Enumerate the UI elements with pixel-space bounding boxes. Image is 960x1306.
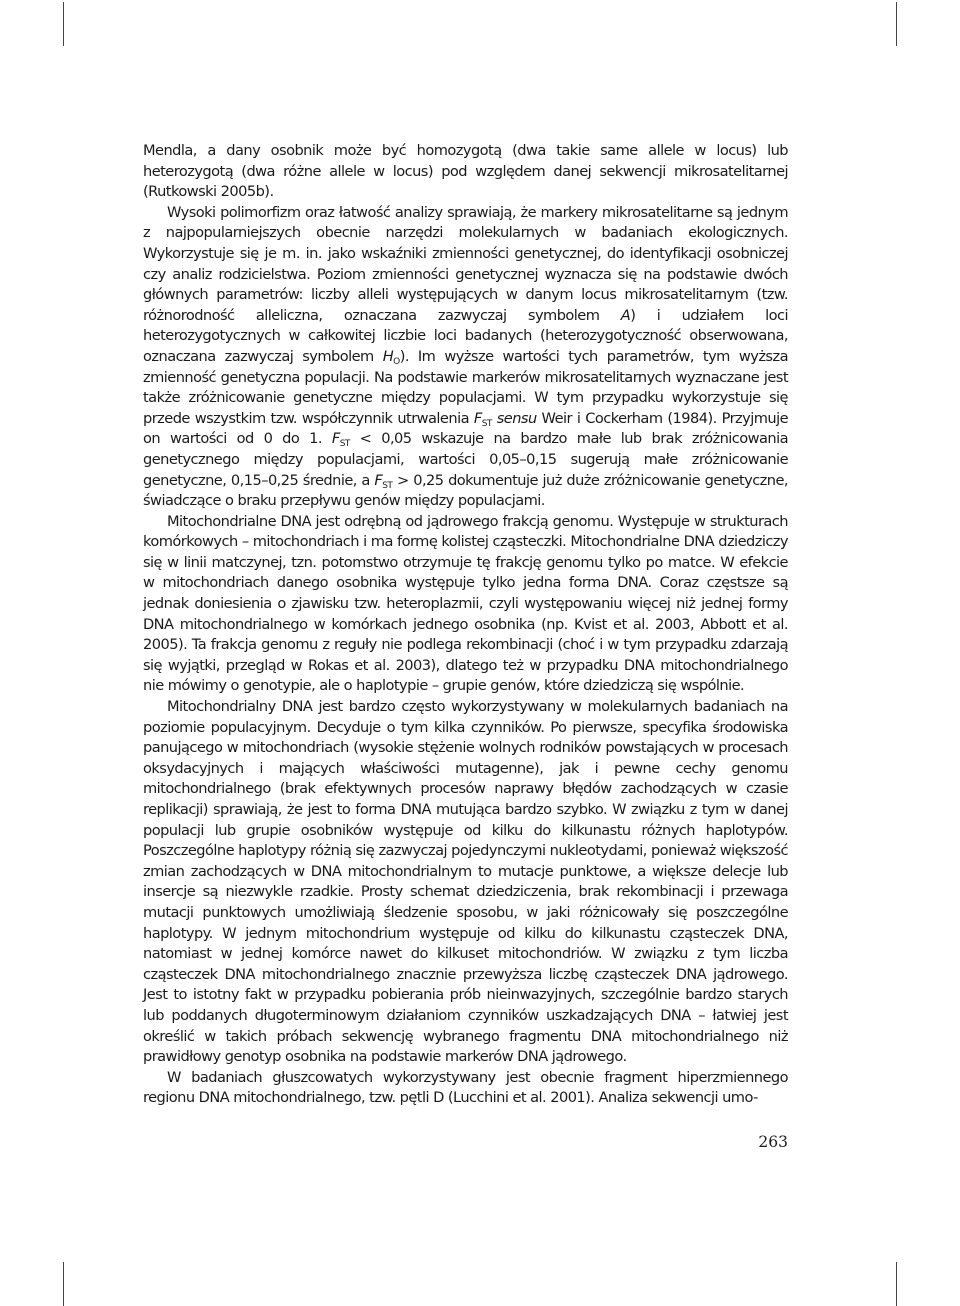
italic-text: H	[382, 347, 394, 365]
page-number: 263	[758, 1133, 788, 1151]
text-run: Wysoki polimorfizm oraz łatwość analizy sprawiają, że markery mikrosatelitarne są jednym z najpopularniejszych obecnie narzędzi molekularnych w badaniach ekologicznych. Wykorzystuje się je m. in. jako wskaźniki zmienności genetycznej, do identyfikacji osobniczej czy analiz rodzicielstwa. Poziom zmienności genetycznej wyznacza się na podstawie dwóch głównych parametrów: liczby alleli występujących w danym locus mikrosatelitarnym (tzw. różnorodność alleliczna, oznaczana zazwyczaj symbolem	[143, 203, 788, 324]
text-run: ). Im wyższe wartości tych parametrów, tym wyższa zmienność genetyczna populacji. Na podstawie markerów mikrosatelitarnych wyznaczane jest także zróżnicowanie genetyczne między populacjami. W tym przypadku wykorzystuje się przede wszystkim tzw. współczynnik utrwalenia	[143, 347, 788, 427]
text-run: W badaniach głuszcowatych wykorzystywany jest obecnie fragment hiperzmiennego regionu DNA mitochondrialnego, tzw. pętli D (Lucchini et al. 2001). Analiza sekwencji umo-	[143, 1068, 788, 1107]
crop-mark-top-left	[63, 2, 64, 46]
text-run: Mendla, a dany osobnik może być homozygotą (dwa takie same allele w locus) lub heterozygotą (dwa różne allele w locus) pod względem danej sekwencji mikrosatelitarnej (Rutkowski 2005b).	[143, 142, 788, 201]
paragraph	[143, 1068, 788, 1109]
text-run: ) i udziałem loci heterozygotycznych w całkowitej liczbie loci badanych (heterozygotyczność obserwowana, oznaczana zazwyczaj symbolem	[143, 306, 788, 365]
crop-mark-top-right	[896, 2, 897, 46]
body-text	[143, 141, 788, 1109]
text-run: Mitochondrialny DNA jest bardzo często wykorzystywany w molekularnych badaniach na poziomie populacyjnym. Decyduje o tym kilka czynników. Po pierwsze, specyfika środowiska panującego w mitochondriach (wysokie stężenie wolnych rodników powstających w procesach oksydacyjnych i mających właściwości mutagenne), jak i pewne cechy genomu mitochondrialnego (brak efektywnych procesów naprawy błędów zachodzących w czasie replikacji) sprawiają, że jest to forma DNA mutująca bardzo szybko. W związku z tym w danej populacji lub grupie osobników występuje od kilku do kilkunastu różnych haplotypów. Poszczególne haplotypy różnią się zazwyczaj pojedynczymi nukleotydami, ponieważ większość zmian zachodzących w DNA mitochondrialnym to mutacje punktowe, a większe delecje lub insercje są niezwykle rzadkie. Prosty schemat dziedziczenia, brak rekombinacji i przewaga mutacji punktowych umożliwiają śledzenie sposobu, w jaki różnicowały się poszczególne haplotypy. W jednym mitochondrium występuje od kilku do kilkunastu cząsteczek DNA, natomiast w jednej komórce nawet do kilkuset mitochondriów. W związku z tym liczba cząsteczek DNA mitochondrialnego znacznie przewyższa liczbę cząsteczek DNA jądrowego. Jest to istotny fakt w przypadku pobierania prób nieinwazyjnych, szczególnie bardzo starych lub poddanych długoterminowym działaniom czynników uszkadzających DNA – łatwiej jest określić w takich próbach sekwencję wybranego fragmentu DNA mitochondrialnego niż prawidłowy genotyp osobnika na podstawie markerów DNA jądrowego.	[143, 698, 788, 1066]
crop-mark-bottom-right	[896, 1262, 897, 1306]
text-run: Weir i Cockerham (1984). Przyjmuje on wartości od 0 do 1.	[143, 409, 789, 448]
text-run: > 0,25 dokumentuje już duże zróżnicowanie genetyczne, świadczące o braku przepływu genów między populacjami.	[143, 471, 789, 510]
italic-text: sensu	[496, 409, 537, 427]
text-run: < 0,05 wskazuje na bardzo małe lub brak zróżnicowania genetycznego między populacjami, wartości 0,05–0,15 sugerują małe zróżnicowanie genetyczne, 0,15–0,25 średnie, a	[143, 430, 788, 489]
italic-text: F	[374, 471, 383, 489]
italic-text: F	[331, 430, 340, 448]
subscript: ST	[339, 439, 350, 450]
text-run: Mitochondrialne DNA jest odrębną od jądrowego frakcją genomu. Występuje w strukturach komórkowych – mitochondriach i ma formę kolistej cząsteczki. Mitochondrialne DNA dziedziczy się w linii matczynej, tzn. potomstwo otrzymuje tę frakcję genomu tylko po matce. W efekcie w mitochondriach danego osobnika występuje tylko jedna forma DNA. Coraz częstsze są jednak doniesienia o zjawisku tzw. heteroplazmii, czyli występowaniu więcej niż jednej formy DNA mitochondrialnego w komórkach jednego osobnika (np. Kvist et al. 2003, Abbott et al. 2005). Ta frakcja genomu z reguły nie podlega rekombinacji (choć i w tym przypadku zdarzają się wyjątki, przegląd w Rokas et al. 2003), dlatego też w przypadku DNA mitochondrialnego nie mówimy o genotypie, ale o haplotypie – grupie genów, które dziedziczą się wspólnie.	[143, 512, 788, 695]
crop-mark-bottom-left	[63, 1262, 64, 1306]
italic-text: F	[473, 409, 482, 427]
paragraph	[143, 512, 788, 697]
subscript: O	[393, 356, 400, 367]
paragraph	[143, 141, 788, 203]
subscript: ST	[382, 480, 393, 491]
italic-text: A	[620, 306, 631, 324]
paragraph	[143, 203, 788, 512]
subscript: ST	[481, 418, 492, 429]
paragraph	[143, 697, 788, 1068]
